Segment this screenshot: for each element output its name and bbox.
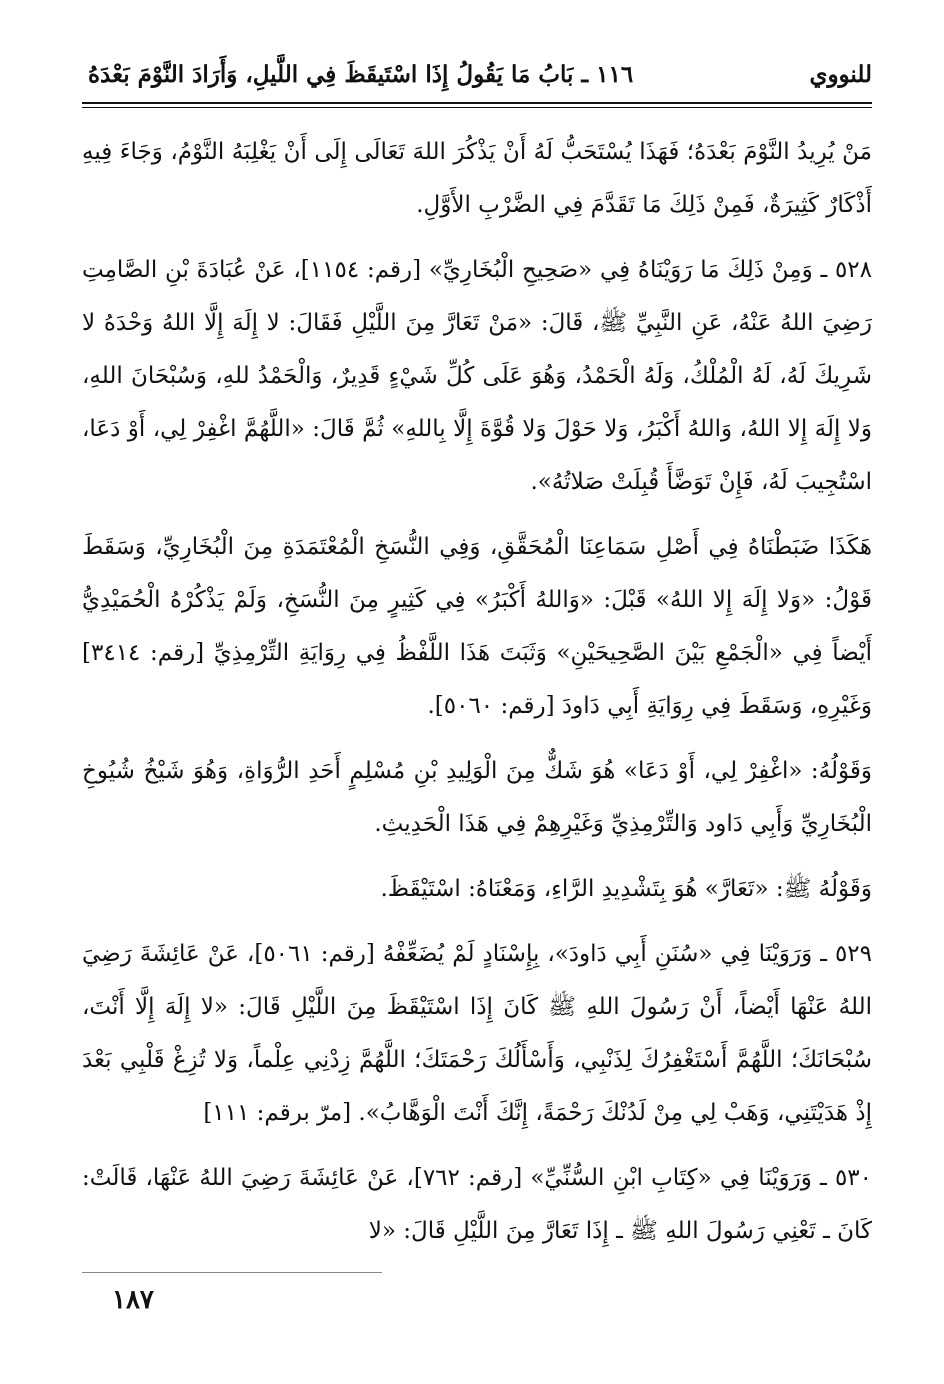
paragraph-commentary-1: هَكَذَا ضَبَطْنَاهُ فِي أَصْلِ سَمَاعِنَا الْمُحَقَّقِ، وَفِي النُّسَخِ الْمُعْتَمَدَةِ مِنَ الْبُخَارِيِّ، وَسَقَطَ قَوْلُ: «وَلا إِلَهَ إِلا اللهُ» قَبْلَ: «وَاللهُ أَكْبَرُ» فِي كَثِيرٍ مِنَ النُّسَخِ، وَلَمْ يَذْكُرْهُ الْحُمَيْدِيُّ أَيْضاً فِي «الْجَمْعِ بَيْنَ الصَّحِيحَيْنِ» وَثَبَتَ هَذَا اللَّفْظُ فِي رِوَايَةِ التِّرْمِذِيِّ [رقم: ٣٤١٤] وَغَيْرِهِ، وَسَقَطَ فِي رِوَايَةِ أَبِي دَاودَ [رقم: ٥٠٦٠]. — [82, 534, 872, 719]
paragraph-intro: مَنْ يُرِيدُ النَّوْمَ بَعْدَهُ؛ فَهَذَا يُسْتَحَبُّ لَهُ أَنْ يَذْكُرَ اللهَ تَعَالَى إِلَى أَنْ يَغْلِبَهُ النَّوْمُ، وَجَاءَ فِيهِ أَذْكَارٌ كَثِيرَةٌ، فَمِنْ ذَلِكَ مَا تَقَدَّمَ فِي الضَّرْبِ الأَوَّلِ. — [82, 139, 872, 218]
chapter-title: ١١٦ ـ بَابُ مَا يَقُولُ إِذَا اسْتَيقَظَ فِي اللَّيلِ، وَأَرَادَ النَّوْمَ بَعْدَهُ — [88, 60, 634, 88]
paragraph-hadith-529: ٥٢٩ ـ وَرَوَيْنَا فِي «سُنَنِ أَبِي دَاودَ»، بِإِسْنَادٍ لَمْ يُضَعِّفْهُ [رقم: ٥٠٦١]، عَنْ عَائِشَةَ رَضِيَ اللهُ عَنْهَا أَيْضاً، أَنْ رَسُولَ اللهِ ﷺ كَانَ إِذَا اسْتَيْقَظَ مِنَ اللَّيْلِ قَالَ: «لا إِلَهَ إِلَّا أَنْتَ، سُبْحَانَكَ؛ اللَّهُمَّ أَسْتَغْفِرُكَ لِذَنْبِي، وَأَسْأَلُكَ رَحْمَتَكَ؛ اللَّهُمَّ زِدْنِي عِلْماً، وَلا تُزِغْ قَلْبِي بَعْدَ إِذْ هَدَيْتَنِي، وَهَبْ لِي مِنْ لَدُنْكَ رَحْمَةً، إِنَّكَ أَنْتَ الْوَهَّابُ». [مرّ برقم: ١١١] — [82, 941, 872, 1126]
paragraph-hadith-528: ٥٢٨ ـ وَمِنْ ذَلِكَ مَا رَوَيْنَاهُ فِي «صَحِيحِ الْبُخَارِيِّ» [رقم: ١١٥٤]، عَنْ عُبَادَةَ بْنِ الصَّامِتِ رَضِيَ اللهُ عَنْهُ، عَنِ النَّبِيِّ ﷺ، قَالَ: «مَنْ تَعَارَّ مِنَ اللَّيْلِ فَقَالَ: لا إِلَهَ إِلَّا اللهُ وَحْدَهُ لا شَرِيكَ لَهُ، لَهُ الْمُلْكُ، وَلَهُ الْحَمْدُ، وَهُوَ عَلَى كُلِّ شَيْءٍ قَدِيرٌ، وَالْحَمْدُ للهِ، وَسُبْحَانَ اللهِ، وَلا إِلَهَ إِلا اللهُ، وَاللهُ أَكْبَرُ، وَلا حَوْلَ وَلا قُوَّةَ إِلَّا بِاللهِ» ثُمَّ قَالَ: «اللَّهُمَّ اغْفِرْ لِي، أَوْ دَعَا، اسْتُجِيبَ لَهُ، فَإِنْ تَوَضَّأَ قُبِلَتْ صَلاتُهُ». — [82, 257, 872, 495]
page-header — [88, 48, 872, 100]
page-body — [82, 126, 872, 1270]
running-title: للنووي — [809, 60, 872, 88]
page-number: ١٨٧ — [112, 1285, 154, 1315]
paragraph-commentary-2: وَقَوْلُهُ: «اغْفِرْ لِي، أَوْ دَعَا» هُوَ شَكٌّ مِنَ الْوَلِيدِ بْنِ مُسْلِمٍ أَحَدِ الرُّوَاةِ، وَهُوَ شَيْخُ شُيُوخِ الْبُخَارِيِّ وَأَبِي دَاود وَالتِّرْمِذِيِّ وَغَيْرِهِمْ فِي هَذَا الْحَدِيثِ. — [82, 758, 872, 837]
paragraph-commentary-3: وَقَوْلُهُ ﷺ: «تَعَارَّ» هُوَ بِتَشْدِيدِ الرَّاءِ، وَمَعْنَاهُ: اسْتَيْقَظَ. — [380, 876, 872, 902]
paragraph-hadith-530: ٥٣٠ ـ وَرَوَيْنَا فِي «كِتَابِ ابْنِ السُّنِّيِّ» [رقم: ٧٦٢]، عَنْ عَائِشَةَ رَضِيَ اللهُ عَنْهَا، قَالَتْ: كَانَ ـ تَعْنِي رَسُولَ اللهِ ﷺ ـ إِذَا تَعَارَّ مِنَ اللَّيْلِ قَالَ: «لا — [82, 1165, 872, 1244]
footer-separator — [82, 1272, 382, 1273]
header-rule — [82, 102, 872, 108]
